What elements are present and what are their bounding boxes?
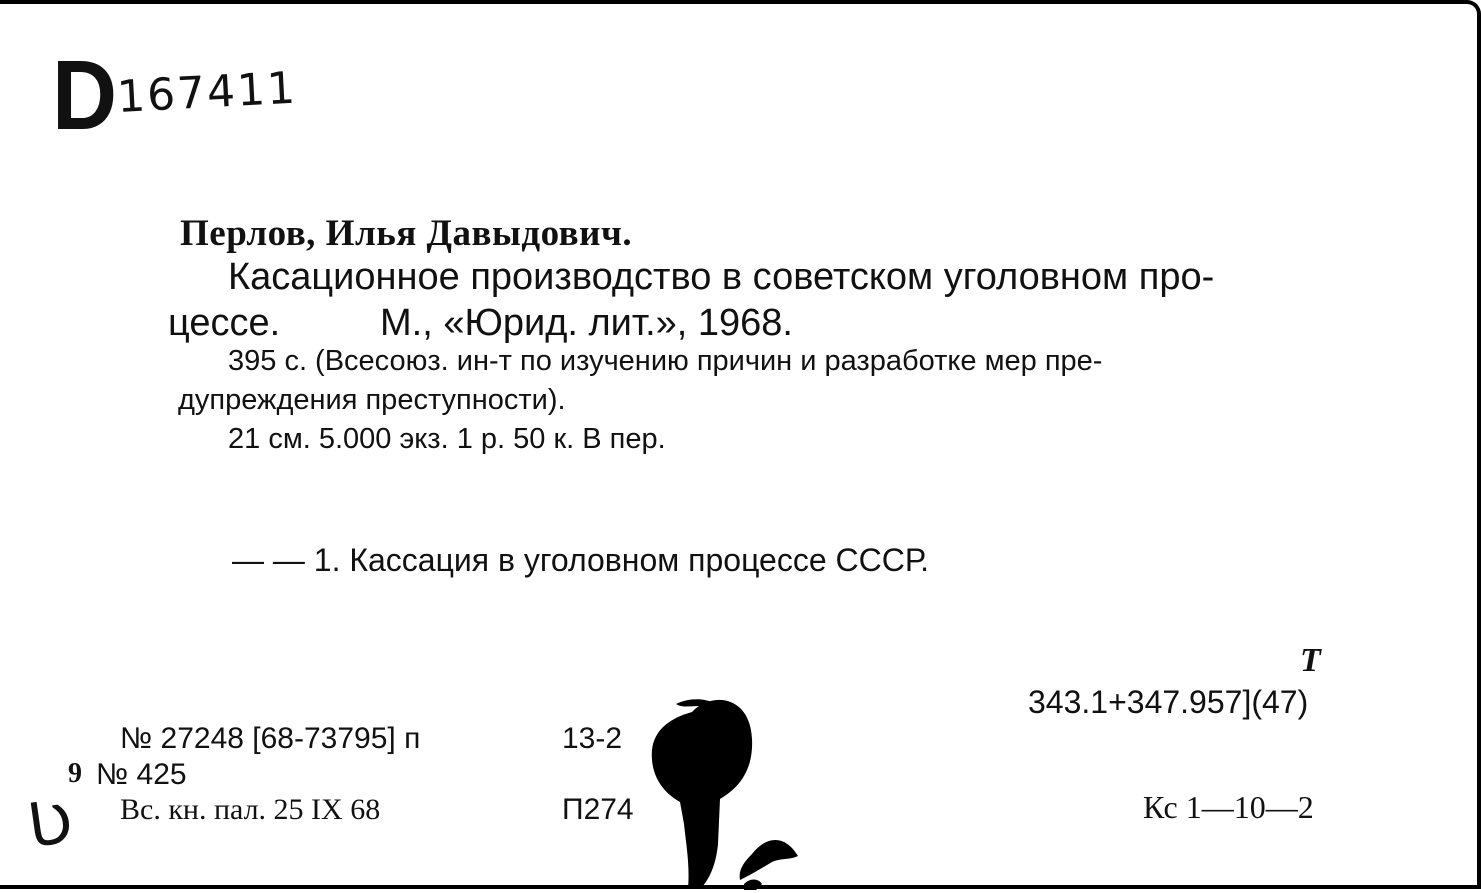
card-code: П274 — [562, 793, 634, 826]
author-heading: Перлов, Илья Давыдович. — [180, 213, 633, 254]
accession-number: 167411 — [115, 62, 299, 123]
sheet-code: 13-2 — [562, 722, 623, 755]
card-number: № 27248 [68-73795] п — [120, 722, 421, 755]
subject-heading: — — 1. Кассация в уголовном процессе СССР. — [232, 542, 930, 578]
ks-code: Кс 1—10—2 — [1143, 789, 1314, 825]
physical-description: 21 см. 5.000 экз. 1 р. 50 к. В пер. — [228, 423, 666, 455]
print-number: № 425 — [96, 758, 187, 791]
ink-blot — [640, 684, 810, 893]
classification-code: 343.1+347.957](47) — [1028, 684, 1309, 720]
print-number-digit: 9 — [68, 758, 82, 789]
series-note-line-2: дупреждения преступности). — [178, 384, 566, 416]
title-line-1: Касационное производство в советском уголовном про- — [228, 256, 1215, 298]
classification-mark: Т — [1300, 642, 1321, 679]
accession-letter: D — [52, 40, 118, 150]
imprint: М., «Юрид. лит.», 1968. — [380, 302, 793, 344]
series-note-line-1: 395 с. (Всесоюз. ин-т по изучению причин и разработке мер пре- — [228, 345, 1103, 377]
title-line-2: цессе. — [168, 302, 281, 344]
book-chamber-line: Вс. кн. пал. 25 IX 68 — [120, 793, 381, 826]
handwritten-mark: Ʋ — [23, 786, 76, 862]
